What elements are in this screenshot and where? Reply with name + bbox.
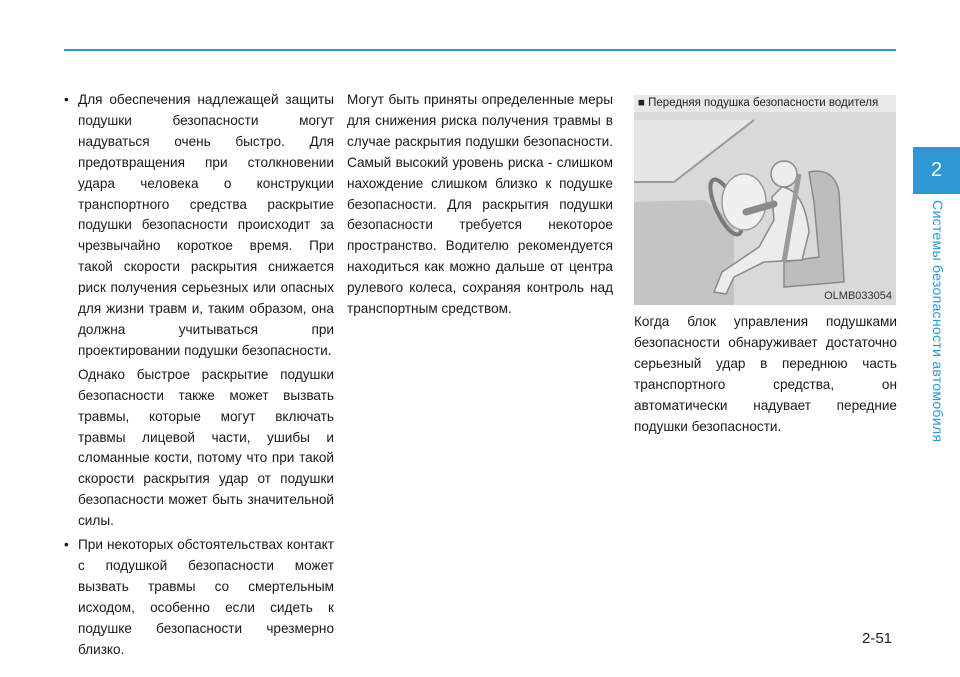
bullet-item (64, 535, 334, 660)
bullet-marker: • (64, 537, 69, 553)
bullet-text: При некоторых обстоятельствах контакт с подушкой безопасности может вызвать травмы со смертельным исходом, особенно если сидеть к подушке безопасности чрезмерно близко. (78, 537, 334, 657)
chapter-title: Системы безопасности автомобиля (928, 200, 945, 443)
page-number: 2-51 (862, 630, 893, 647)
bullet-marker: • (64, 92, 69, 107)
text-column-right (634, 312, 897, 437)
header-rule (64, 49, 896, 51)
figure-caption: ■ Передняя подушка безопасности водителя (638, 97, 879, 109)
driver-airbag-illustration (634, 112, 896, 305)
paragraph: Могут быть приняты определенные меры для снижения риска получения травмы в случае раскрытия подушки безопасности. Самый высокий уровень риска - слишком нахождение слишком близко к подушке безопасности. Для раскрытия подушки безопасности требуется некоторое пространство. Водителю рекомендуется находиться как можно дальше от центра рулевого колеса, сохраняя контроль над транспортным средством. (347, 92, 613, 317)
chapter-tab (913, 147, 960, 194)
airbag-figure (634, 95, 896, 305)
paragraph: Когда блок управления подушками безопасности обнаруживает достаточно серьезный удар в переднюю часть транспортного средства, он автоматически надувает передние подушки безопасности. (634, 314, 897, 434)
chapter-number: 2 (930, 159, 943, 181)
chapter-side-title (913, 200, 960, 450)
bullet-item (64, 90, 334, 362)
bullet-text: Для обеспечения надлежащей защиты подушки безопасности могут надуваться очень быстро. Для предотвращения при столкновении удара человека о конструкции транспортного средства раскрытие подушки безопасности происходит за чрезвычайно короткое время. При такой скорости раскрытия снижается риск получения серьезных или опасных для жизни травм и, таким образом, она должна учитываться при проектировании подушки безопасности. (78, 92, 334, 358)
text-column-left (64, 90, 334, 660)
bullet-continuation: Однако быстрое раскрытие подушки безопасности также может вызвать травмы, которые могут включать травмы лицевой части, ушибы и сломанные кости, потому что при такой скорости раскрытия удар от подушки безопасности может быть значительной силы. (78, 366, 334, 529)
figure-code: OLMB033054 (824, 290, 892, 302)
text-column-middle (347, 90, 613, 320)
figure-caption-bar (634, 95, 896, 112)
